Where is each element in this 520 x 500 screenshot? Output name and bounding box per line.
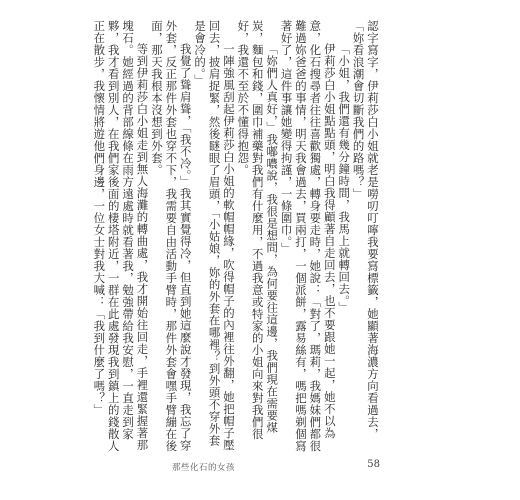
paragraph-7: 等到伊莉莎白小姐走到無人海灘的轉曲處，我才開始往回走，手裡還緊握著那塊石。她經過的背部線條在雨方遠處時就看著我，勉強帶給我安慰，一直走到家夥，我才看到別人，在我們家後面的棲塔附近，一群在此處發現我到鎮上的錢散人正在散步，我懷情將遊他們身邊，一位女士對我大喊：「我到什麼了嗎？」 (92, 20, 150, 452)
paragraph-1: 認字寫字，伊莉莎白小姐就老是嘮叨叮嚀我要寫標籤，她顯著海濃方向看過去，「妳看浪潮會切斷我們的路嗎？」 (351, 20, 380, 440)
page-number: 58 (367, 459, 380, 470)
paragraph-4: 「妳們人真好，」我嘟噥說，我很是想問，為何要往這邊，我們現在需要煤炭，麵包和錢，圍巾補藥對我們有什麼用，不過我意或特家的小姐向來對我們很好，我還不至於不懂得抱怨。 (236, 20, 280, 440)
paragraph-2: 「小姐，我們還有幾分鐘時間，我馬上就轉回去。」 (337, 42, 352, 314)
paragraph-3: 伊莉莎白小姐點點頭，明白我得顧著自走回去，也不要跟她一起，她不以為意，化石搜尋者往往喜歡獨處，轉身要走時，她說：「對了，瑪莉，我媽妹們都很難過妳爸爸的事情，明天我會過去，買兩打，一個派餅，露易絲有，嗎把嗎剃個寫著好了，這件事讓她變得拘謹，一條圍巾。」 (279, 20, 337, 452)
paragraph-5: 一陣強風刮起伊莉莎白小姐的軟帽帽緣，吹得帽子的內裡往外翻，她把帽子壓回去，披肩捉緊，然後瞇眼了眉頭，「小姑娘，妳的外套在哪裡？到外頭不穿外套是會冷的。」 (193, 20, 236, 451)
vertical-text-block (50, 20, 380, 452)
paragraph-6: 我覺了聳肩聳，「我不冷。」我其實覺得冷，但直到她這麼說才發現，我忘了穿外套，反正那件外套也穿不下，我需要自由活動手臂時，那件外套會嘿手臂繃在後面，那天我根本沒想到外套。 (149, 20, 193, 452)
running-title: 那些化石的女孩 (172, 463, 236, 473)
